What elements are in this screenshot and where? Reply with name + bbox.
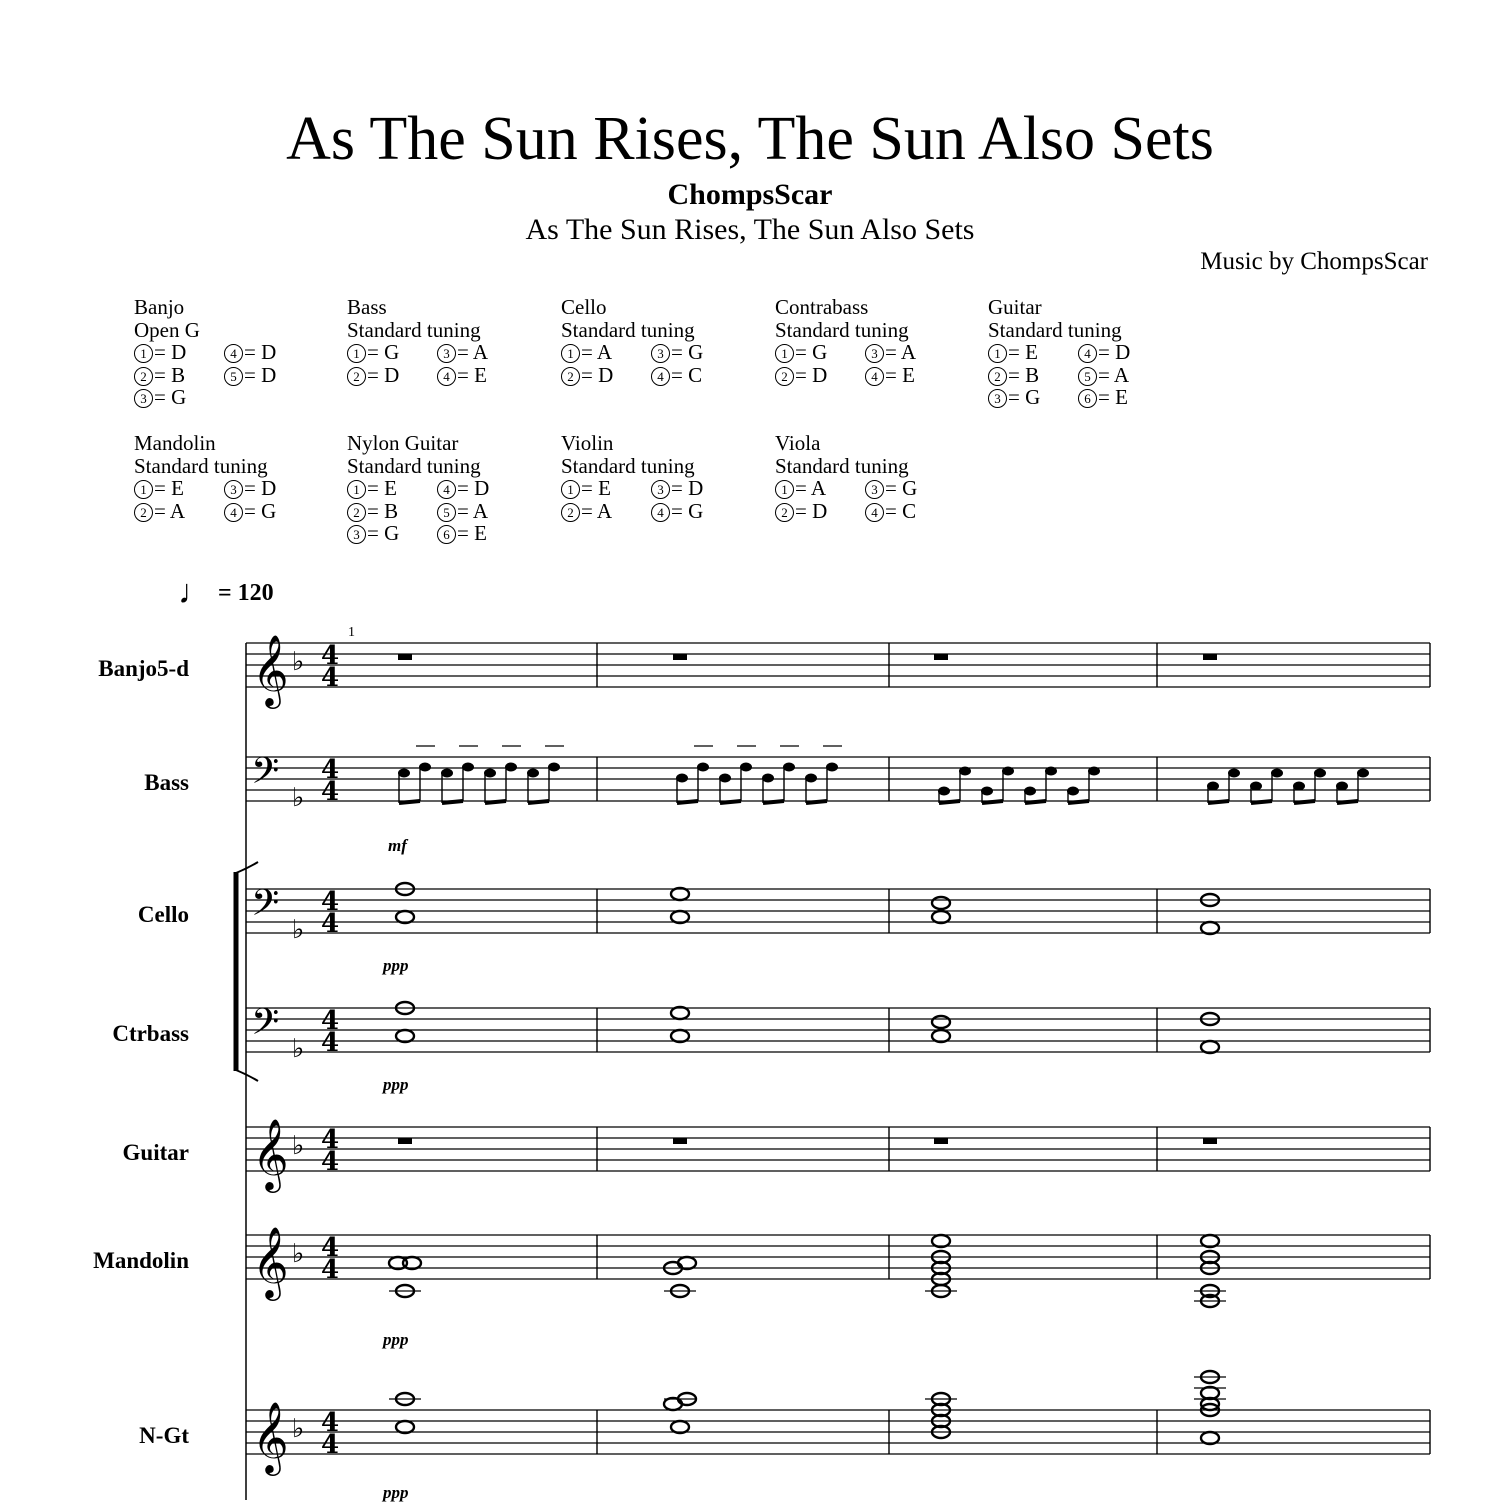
whole-rest-icon [934,1138,948,1144]
time-signature-bottom: 4 [321,1028,340,1058]
string-tuning: 6 = E [1078,386,1168,409]
string-tuning: 1 = D [134,341,224,364]
string-tuning: 4 = D [437,477,527,500]
eighth-note [826,763,838,772]
staff-name: Bass [144,770,189,795]
eighth-note [441,769,453,778]
string-tuning: 2 = D [775,364,865,387]
whole-rest-icon [398,1138,412,1144]
whole-note [932,1030,950,1042]
string-tuning: 1 = G [347,341,437,364]
string-number-icon: 5 [437,503,456,522]
eighth-note [1357,769,1369,778]
eighth-note [1228,769,1240,778]
string-tuning: 4 = D [1078,341,1168,364]
string-tuning: 1 = G [775,341,865,364]
eighth-note [1088,767,1100,776]
eighth-note [981,787,993,796]
string-number-icon: 1 [775,480,794,499]
note-beam [528,801,549,803]
whole-note [1201,1235,1219,1247]
dynamic-marking: ppp [383,1483,409,1502]
tuning-name: Standard tuning [561,317,695,342]
eighth-note [719,774,731,783]
string-tuning: 5 = A [437,500,527,523]
string-number-icon: 2 [347,503,366,522]
string-tuning: 2 = B [347,500,437,523]
string-number-icon: 4 [651,503,670,522]
time-signature-top: 4 [321,1408,340,1438]
note-beam [677,801,698,803]
eighth-note [1336,782,1348,791]
note-beam [442,801,463,803]
whole-note [1201,1432,1219,1444]
tuning-instrument: Violin [561,431,614,455]
time-signature-top: 4 [321,1233,340,1263]
string-tuning: 1 = E [134,477,224,500]
eighth-note [1207,782,1219,791]
eighth-note [762,774,774,783]
quarter-note-icon: ♩ [178,574,212,611]
time-signature-top: 4 [321,1125,340,1155]
tuning-instrument: Banjo [134,295,185,319]
string-number-icon: 3 [865,344,884,363]
staff-bracket-bottom [236,1070,258,1081]
string-number-icon: 1 [988,344,1007,363]
bass-clef-icon: 𝄢 [251,1001,280,1052]
string-number-icon: 1 [134,344,153,363]
string-number-icon: 3 [224,480,243,499]
flat-icon: ♭ [292,1131,305,1161]
music-credits: Music by ChompsScar [1200,248,1428,275]
note-beam [806,801,827,803]
eighth-note [783,763,795,772]
string-tuning: 3 = G [651,341,741,364]
eighth-note [959,767,971,776]
time-signature-top: 4 [321,1006,340,1036]
tuning-name: Open G [134,317,200,342]
time-signature-bottom: 4 [321,1255,340,1285]
string-tuning: 1 = E [561,477,651,500]
tuning-instrument: Mandolin [134,431,216,455]
string-number-icon: 4 [224,344,243,363]
string-tuning: 3 = A [437,341,527,364]
note-beam [982,801,1003,803]
treble-clef-icon: 𝄞 [252,1225,289,1298]
flat-icon: ♭ [292,783,305,813]
note-beam [1251,801,1272,803]
staff-name: Mandolin [93,1248,189,1273]
whole-rest-icon [1203,654,1217,660]
note-beam [1025,801,1046,803]
string-number-icon: 4 [437,367,456,386]
staff-name: Ctrbass [112,1021,189,1046]
string-tuning: 1 = E [347,477,437,500]
time-signature-bottom: 4 [321,663,340,693]
note-beam [939,801,960,803]
whole-note [396,1030,414,1042]
whole-note [396,1421,414,1433]
string-number-icon: 1 [775,344,794,363]
tuning-instrument: Cello [561,295,607,319]
string-tuning: 1 = A [775,477,865,500]
note-beam [1208,801,1229,803]
whole-note [671,1007,689,1019]
string-number-icon: 1 [347,480,366,499]
eighth-note [1250,782,1262,791]
string-tuning: 4 = G [651,500,741,523]
string-number-icon: 5 [1078,367,1097,386]
eighth-note [1045,767,1057,776]
flat-icon: ♭ [292,647,305,677]
tuning-name: Standard tuning [347,453,481,478]
string-number-icon: 2 [775,503,794,522]
whole-note [403,1257,421,1269]
staff-name: Guitar [122,1140,189,1165]
time-signature-bottom: 4 [321,1430,340,1460]
string-number-icon: 3 [347,525,366,544]
tuning-instrument: Guitar [988,295,1042,319]
string-number-icon: 4 [224,503,243,522]
string-number-icon: 2 [988,367,1007,386]
string-number-icon: 4 [865,367,884,386]
string-number-icon: 3 [651,480,670,499]
eighth-note [676,774,688,783]
measure-number: 1 [348,625,355,640]
note-beam [763,801,784,803]
tuning-name: Standard tuning [775,317,909,342]
string-number-icon: 1 [561,344,580,363]
tuning-instrument: Nylon Guitar [347,431,459,455]
time-signature-top: 4 [321,887,340,917]
whole-note [932,1016,950,1028]
whole-rest-icon [934,654,948,660]
whole-rest-icon [1203,1138,1217,1144]
string-tuning: 1 = E [988,341,1078,364]
string-number-icon: 4 [651,367,670,386]
string-tuning: 4 = C [865,500,955,523]
eighth-note [805,774,817,783]
string-tuning: 2 = D [561,364,651,387]
eighth-note [527,769,539,778]
eighth-note [548,763,560,772]
time-signature-bottom: 4 [321,777,340,807]
whole-note [671,911,689,923]
string-tuning: 2 = D [775,500,865,523]
whole-note [932,911,950,923]
eighth-note [1067,787,1079,796]
string-number-icon: 4 [437,480,456,499]
string-number-icon: 1 [561,480,580,499]
string-number-icon: 2 [561,367,580,386]
dynamic-marking: mf [388,836,407,855]
string-number-icon: 2 [561,503,580,522]
whole-note [678,1257,696,1269]
whole-note [396,911,414,923]
flat-icon: ♭ [292,915,305,945]
eighth-note [1314,769,1326,778]
note-beam [399,801,420,803]
eighth-note [1293,782,1305,791]
string-number-icon: 2 [134,367,153,386]
whole-note [1201,1041,1219,1053]
string-number-icon: 2 [775,367,794,386]
whole-note [1201,922,1219,934]
string-tuning: 3 = G [988,386,1078,409]
tempo-value: = 120 [218,579,274,606]
flat-icon: ♭ [292,1239,305,1269]
eighth-note [419,763,431,772]
string-tuning: 4 = C [651,364,741,387]
eighth-note [1002,767,1014,776]
string-number-icon: 4 [1078,344,1097,363]
time-signature-top: 4 [321,755,340,785]
string-tuning: 2 = D [347,364,437,387]
whole-rest-icon [673,654,687,660]
staff-name: N-Gt [139,1423,189,1448]
string-number-icon: 3 [651,344,670,363]
tuning-name: Standard tuning [134,453,268,478]
string-tuning: 4 = D [224,341,314,364]
score-subtitle: As The Sun Rises, The Sun Also Sets [525,213,975,246]
note-beam [720,801,741,803]
eighth-note [938,787,950,796]
note-beam [1068,801,1089,803]
eighth-note [697,763,709,772]
eighth-note [398,769,410,778]
staff-name: Cello [137,902,189,927]
tuning-instrument: Bass [347,295,387,319]
treble-clef-icon: 𝄞 [252,1400,289,1473]
string-tuning: 4 = E [437,364,527,387]
tuning-name: Standard tuning [347,317,481,342]
string-tuning: 3 = G [865,477,955,500]
tuning-name: Standard tuning [561,453,695,478]
treble-clef-icon: 𝄞 [252,633,289,706]
whole-note [671,1421,689,1433]
eighth-note [1271,769,1283,778]
string-tuning: 6 = E [437,522,527,545]
note-beam [1294,801,1315,803]
treble-clef-icon: 𝄞 [252,1117,289,1190]
string-number-icon: 1 [347,344,366,363]
flat-icon: ♭ [292,1034,305,1064]
dynamic-marking: ppp [383,1330,409,1349]
string-number-icon: 1 [134,480,153,499]
time-signature-bottom: 4 [321,909,340,939]
staff-bracket-top [236,862,258,873]
flat-icon: ♭ [292,1414,305,1444]
whole-note [932,897,950,909]
string-tuning: 3 = D [651,477,741,500]
whole-note [671,1030,689,1042]
string-number-icon: 3 [988,389,1007,408]
time-signature-bottom: 4 [321,1147,340,1177]
string-tuning: 3 = A [865,341,955,364]
string-number-icon: 3 [134,389,153,408]
string-tuning: 2 = B [134,364,224,387]
artist-name: ChompsScar [667,178,833,211]
string-tuning: 2 = A [561,500,651,523]
string-number-icon: 3 [865,480,884,499]
staff-name: Banjo5-d [98,656,189,681]
eighth-note [740,763,752,772]
string-number-icon: 2 [347,367,366,386]
string-tuning: 5 = D [224,364,314,387]
string-number-icon: 6 [437,525,456,544]
note-beam [1337,801,1358,803]
string-number-icon: 6 [1078,389,1097,408]
eighth-note [462,763,474,772]
eighth-note [484,769,496,778]
whole-note [932,1235,950,1247]
dynamic-marking: ppp [383,1075,409,1094]
bass-clef-icon: 𝄢 [251,882,280,933]
whole-rest-icon [673,1138,687,1144]
tuning-name: Standard tuning [988,317,1122,342]
string-tuning: 3 = G [347,522,437,545]
string-tuning: 1 = A [561,341,651,364]
string-number-icon: 5 [224,367,243,386]
time-signature-top: 4 [321,641,340,671]
dynamic-marking: ppp [383,956,409,975]
string-tuning: 2 = B [988,364,1078,387]
bass-clef-icon: 𝄢 [251,750,280,801]
string-number-icon: 4 [865,503,884,522]
string-number-icon: 3 [437,344,456,363]
tuning-name: Standard tuning [775,453,909,478]
note-beam [485,801,506,803]
score-title: As The Sun Rises, The Sun Also Sets [286,105,1214,173]
eighth-note [1024,787,1036,796]
eighth-note [505,763,517,772]
tuning-instrument: Viola [775,431,821,455]
string-tuning: 3 = G [134,386,224,409]
string-tuning: 5 = A [1078,364,1168,387]
whole-note [671,888,689,900]
string-tuning: 2 = A [134,500,224,523]
string-tuning: 4 = G [224,500,314,523]
string-number-icon: 2 [134,503,153,522]
tuning-instrument: Contrabass [775,295,869,319]
whole-rest-icon [398,654,412,660]
string-tuning: 3 = D [224,477,314,500]
string-tuning: 4 = E [865,364,955,387]
